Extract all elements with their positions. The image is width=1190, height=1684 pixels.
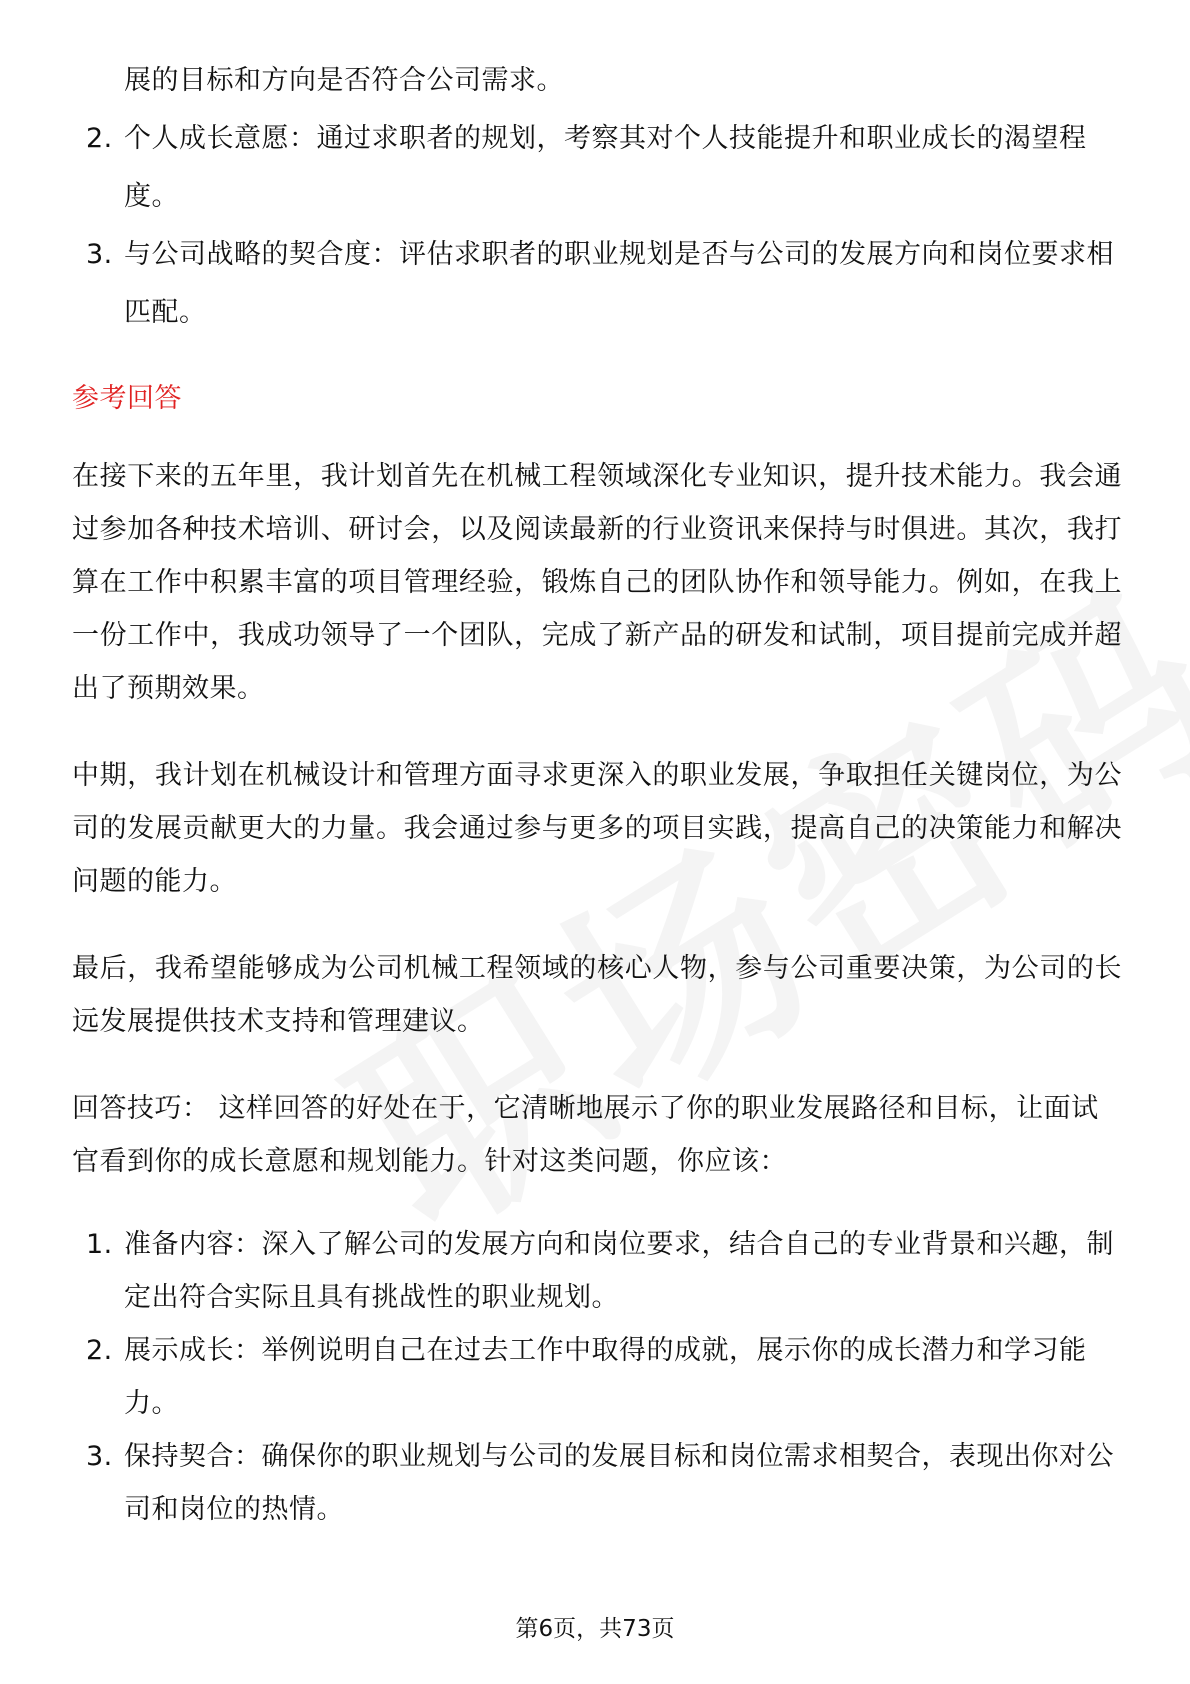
criteria-list <box>72 110 1122 342</box>
paragraph: 在接下来的五年里，我计划首先在机械工程领域深化专业知识，提升技术能力。我会通过参加各种技术培训、研讨会，以及阅读最新的行业资讯来保持与时俱进。其次，我打算在工作中积累丰富的项目管理经验，锻炼自己的团队协作和领导能力。例如，在我上一份工作中，我成功领导了一个团队，完成了新产品的研发和试制，项目提前完成并超出了预期效果。 <box>72 461 1122 704</box>
page-content <box>72 52 1122 1536</box>
page-number-footer: 第6页，共73页 <box>515 1616 675 1642</box>
list-number: 2. <box>86 123 113 154</box>
list-item-text: 保持契合：确保你的职业规划与公司的发展目标和岗位需求相契合，表现出你对公司和岗位的热情。 <box>124 1441 1114 1525</box>
list-number: 2. <box>86 1335 113 1366</box>
paragraph: 中期，我计划在机械设计和管理方面寻求更深入的职业发展，争取担任关键岗位，为公司的发展贡献更大的力量。我会通过参与更多的项目实践，提高自己的决策能力和解决问题的能力。 <box>72 760 1122 897</box>
list-item <box>72 1430 1122 1536</box>
list-number: 3. <box>86 239 113 270</box>
list-number: 3. <box>86 1441 113 1472</box>
list-item <box>72 110 1122 226</box>
list-item-text: 准备内容：深入了解公司的发展方向和岗位要求，结合自己的专业背景和兴趣，制定出符合实际且具有挑战性的职业规划。 <box>124 1229 1114 1313</box>
paragraph: 最后，我希望能够成为公司机械工程领域的核心人物，参与公司重要决策，为公司的长远发展提供技术支持和管理建议。 <box>72 953 1122 1037</box>
list-item-text: 与公司战略的契合度：评估求职者的职业规划是否与公司的发展方向和岗位要求相匹配。 <box>124 239 1114 328</box>
list-item <box>72 1218 1122 1324</box>
list-item-text: 展示成长：举例说明自己在过去工作中取得的成就，展示你的成长潜力和学习能力。 <box>124 1335 1087 1419</box>
continued-list-text: 展的目标和方向是否符合公司需求。 <box>124 65 564 96</box>
list-item <box>72 1324 1122 1430</box>
tips-list <box>72 1218 1122 1536</box>
section-title-reference: 参考回答 <box>72 383 182 414</box>
list-item <box>72 226 1122 342</box>
list-item-text: 个人成长意愿：通过求职者的规划，考察其对个人技能提升和职业成长的渴望程度。 <box>124 123 1087 212</box>
tips-intro: 回答技巧： 这样回答的好处在于，它清晰地展示了你的职业发展路径和目标，让面试官看到你的成长意愿和规划能力。针对这类问题，你应该： <box>72 1093 1099 1177</box>
list-number: 1. <box>86 1229 113 1260</box>
